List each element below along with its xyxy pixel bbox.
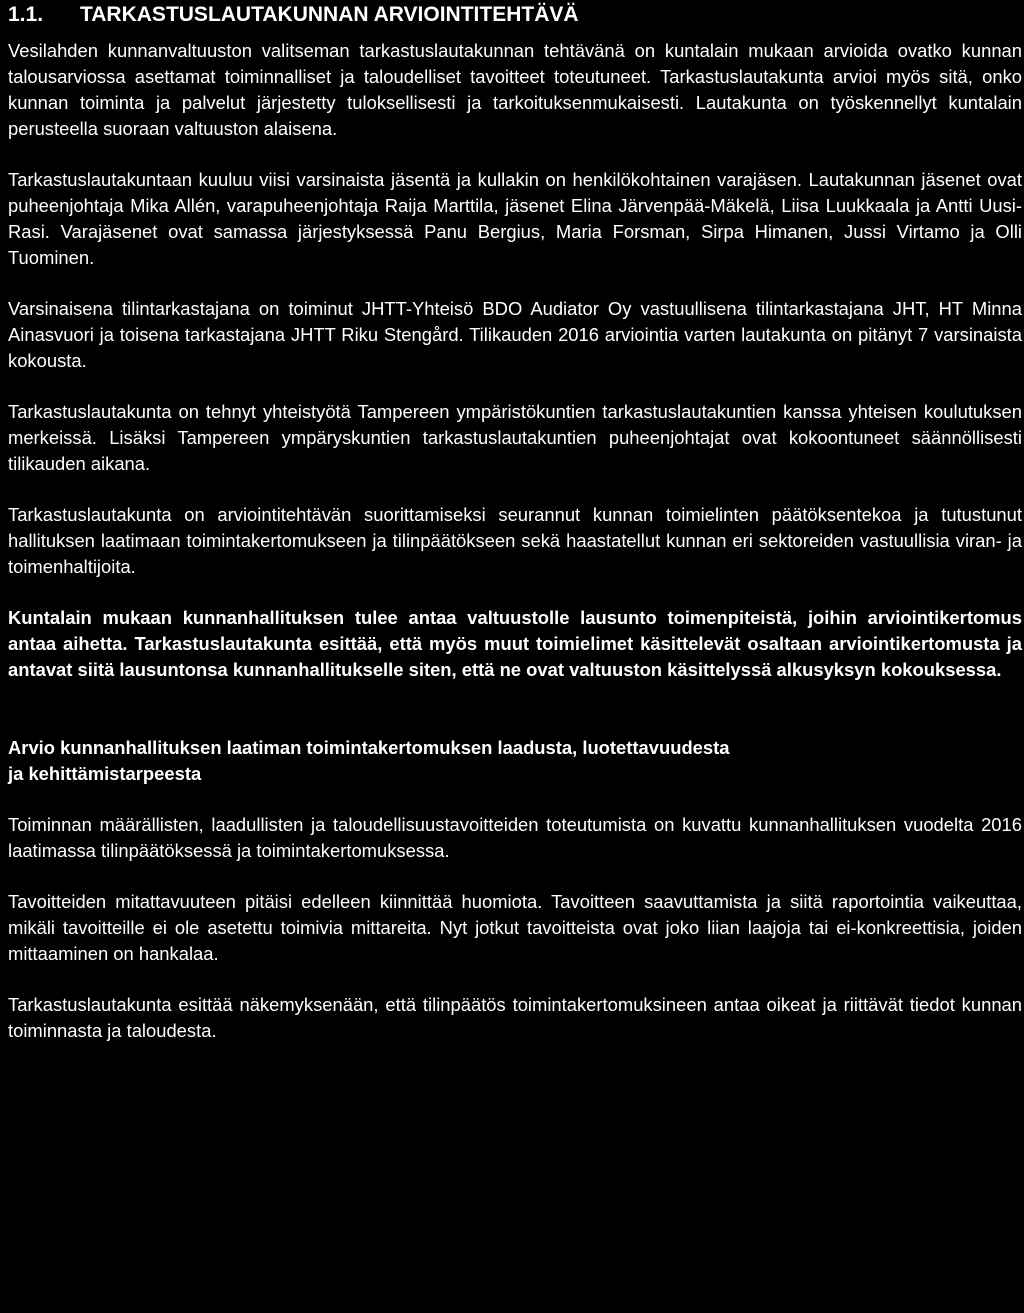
spacer <box>8 683 1022 735</box>
section-title: TARKASTUSLAUTAKUNNAN ARVIOINTITEHTÄVÄ <box>80 3 579 26</box>
document-page <box>8 0 1022 1044</box>
subheading-line-1: Arvio kunnanhallituksen laatiman toimintakertomuksen laadusta, luotettavuudesta <box>8 737 730 758</box>
paragraph-assignment: Vesilahden kunnanvaltuuston valitseman tarkastuslautakunnan tehtävänä on kuntalain mukaan arvioida ovatko kunnan talousarviossa asettamat toiminnalliset ja taloudelliset tavoitteet toteutuneet. Tarkastuslautakunta arvioi myös sitä, onko kunnan toiminta ja palvelut järjestetty tuloksellisesti ja tarkoituksenmukaisesti. Lautakunta on työskennellyt kuntalain perusteella suoraan valtuuston alaisena. <box>8 40 1022 139</box>
paragraph-conclusion: Tarkastuslautakunta esittää näkemyksenään, että tilinpäätös toimintakertomuksineen antaa oikeat ja riittävät tiedot kunnan toiminnasta ja taloudesta. <box>8 994 1022 1041</box>
section-number: 1.1. <box>8 3 44 26</box>
paragraph-statement-request: Kuntalain mukaan kunnanhallituksen tulee antaa valtuustolle lausunto toimenpiteistä, joihin arviointikertomus antaa aihetta. Tarkastuslautakunta esittää, että myös muut toimielimet käsittelevät osaltaan arviointikertomusta ja antavat siitä lausuntonsa kunnanhallitukselle siten, että ne ovat valtuuston käsittelyssä alkusyksyn kokouksessa. <box>8 607 1022 680</box>
paragraph-auditor: Varsinaisena tilintarkastajana on toiminut JHTT-Yhteisö BDO Audiator Oy vastuullisena tilintarkastajana JHT, HT Minna Ainasvuori ja toisena tarkastajana JHTT Riku Stengård. Tilikauden 2016 arviointia varten lautakunta on pitänyt 7 varsinaista kokousta. <box>8 298 1022 371</box>
paragraph-cooperation: Tarkastuslautakunta on tehnyt yhteistyötä Tampereen ympäristökuntien tarkastuslautakuntien kanssa yhteisen koulutuksen merkeissä. Lisäksi Tampereen ympäryskuntien tarkastuslautakuntien puheenjohtajat ovat kokoontuneet säännöllisesti tilikauden aikana. <box>8 401 1022 474</box>
paragraph-method: Tarkastuslautakunta on arviointitehtävän suorittamiseksi seurannut kunnan toimielinten päätöksentekoa ja tutustunut hallituksen laatimaan toimintakertomukseen ja tilinpäätökseen sekä haastatellut kunnan eri sektoreiden vastuullisia viran- ja toimenhaltijoita. <box>8 504 1022 577</box>
subheading <box>8 735 1022 787</box>
paragraph-report-description: Toiminnan määrällisten, laadullisten ja taloudellisuustavoitteiden toteutumista on kuvattu kunnanhallituksen vuodelta 2016 laatimassa tilinpäätöksessä ja toimintakertomuksessa. <box>8 814 1022 861</box>
paragraph-members: Tarkastuslautakuntaan kuuluu viisi varsinaista jäsentä ja kullakin on henkilökohtainen varajäsen. Lautakunnan jäsenet ovat puheenjohtaja Mika Allén, varapuheenjohtaja Raija Marttila, jäsenet Elina Järvenpää-Mäkelä, Liisa Luukkaala ja Antti Uusi-Rasi. Varajäsenet ovat samassa järjestyksessä Panu Bergius, Maria Forsman, Sirpa Himanen, Jussi Virtamo ja Olli Tuominen. <box>8 169 1022 268</box>
paragraph-measurability: Tavoitteiden mitattavuuteen pitäisi edelleen kiinnittää huomiota. Tavoitteen saavuttamista ja siitä raportointia vaikeuttaa, mikäli tavoitteille ei ole asetettu toimivia mittareita. Nyt jotkut tavoitteista ovat joko liian laajoja tai ei-konkreettisia, joiden mittaaminen on hankalaa. <box>8 891 1022 964</box>
subheading-line-2: ja kehittämistarpeesta <box>8 763 202 784</box>
section-heading <box>8 2 1022 28</box>
